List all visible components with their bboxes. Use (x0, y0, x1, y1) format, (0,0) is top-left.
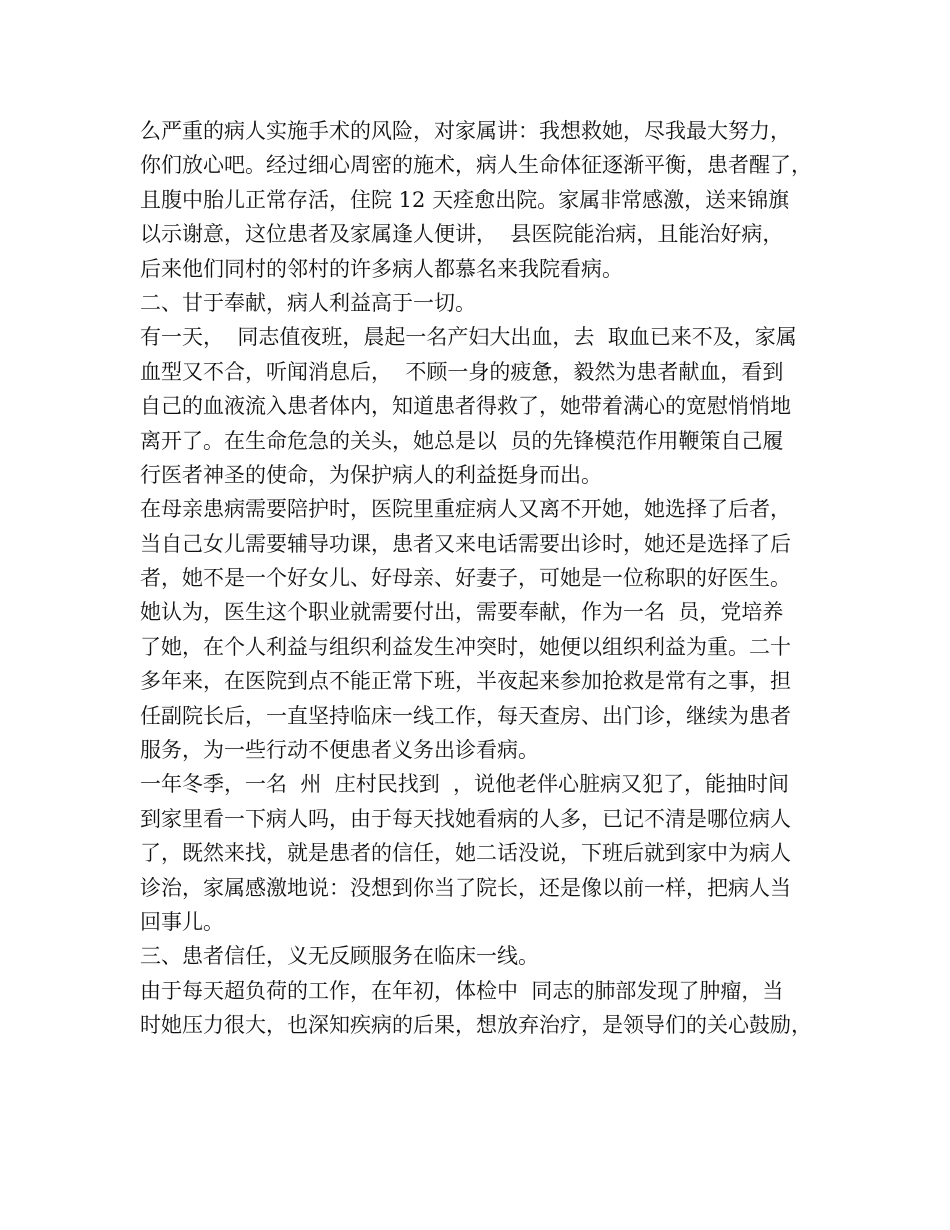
text-line: 自己的血液流入患者体内，知道患者得救了，她带着满心的宽慰悄悄地 (140, 394, 791, 419)
text-line: 在母亲患病需要陪护时，医院里重症病人又离不开她，她选择了后者， (140, 497, 791, 522)
text-line: 一年冬季，一名 州 庄村民找到 ，说他老伴心脏病又犯了，能抽时间 (140, 772, 790, 797)
text-line: 任副院长后，一直坚持临床一线工作，每天查房、出门诊，继续为患者 (140, 703, 791, 728)
text-line: 离开了。在生命危急的关头，她总是以 员的先锋模范作用鞭策自己履 (140, 428, 784, 453)
text-line: 么严重的病人实施手术的风险，对家属讲：我想救她，尽我最大努力， (140, 119, 791, 143)
text-line: 当自己女儿需要辅导功课，患者又来电话需要出诊时，她还是选择了后 (140, 531, 791, 556)
text-line: 多年来，在医院到点不能正常下班，半夜起来参加抢救是常有之事，担 (140, 669, 791, 694)
text-line: 且腹中胎儿正常存活，住院 12 天痊愈出院。家属非常感激，送来锦旗 (140, 187, 790, 212)
text-line: 由于每天超负荷的工作，在年初，体检中 同志的肺部发现了肿瘤，当 (140, 978, 784, 1003)
text-line: 时她压力很大，也深知疾病的后果，想放弃治疗，是领导们的关心鼓励， (140, 1013, 812, 1038)
text-line: 回事儿。 (140, 909, 224, 934)
text-line: 她认为，医生这个职业就需要付出，需要奉献，作为一名 员，党培养 (140, 600, 784, 625)
text-line: 到家里看一下病人吗，由于每天找她看病的人多，已记不清是哪位病人 (140, 806, 791, 831)
text-line: 血型又不合，听闻消息后， 不顾一身的疲惫，毅然为患者献血，看到 (140, 359, 784, 384)
text-line: 了她，在个人利益与组织利益发生冲突时，她便以组织利益为重。二十 (140, 634, 791, 659)
text-line: 了，既然来找，就是患者的信任，她二话没说，下班后就到家中为病人 (140, 841, 791, 866)
text-line: 服务，为一些行动不便患者义务出诊看病。 (140, 738, 539, 763)
text-line: 行医者神圣的使命，为保护病人的利益挺身而出。 (140, 462, 602, 487)
text-line: 你们放心吧。经过细心周密的施术，病人生命体征逐渐平衡，患者醒了， (140, 153, 812, 178)
section-heading: 二、甘于奉献，病人利益高于一切。 (140, 290, 476, 315)
text-line: 后来他们同村的邻村的许多病人都慕名来我院看病。 (140, 256, 623, 281)
document-body (140, 114, 840, 1043)
section-heading: 三、患者信任，义无反顾服务在临床一线。 (140, 944, 539, 969)
text-line: 诊治，家属感激地说：没想到你当了院长，还是像以前一样，把病人当 (140, 875, 791, 900)
text-line: 有一天， 同志值夜班，晨起一名产妇大出血，去 取血已来不及，家属 (140, 325, 797, 350)
text-line: 者，她不是一个好女儿、好母亲、好妻子，可她是一位称职的好医生。 (140, 566, 791, 591)
text-line: 以示谢意，这位患者及家属逢人便讲， 县医院能治病，且能治好病， (140, 222, 784, 247)
